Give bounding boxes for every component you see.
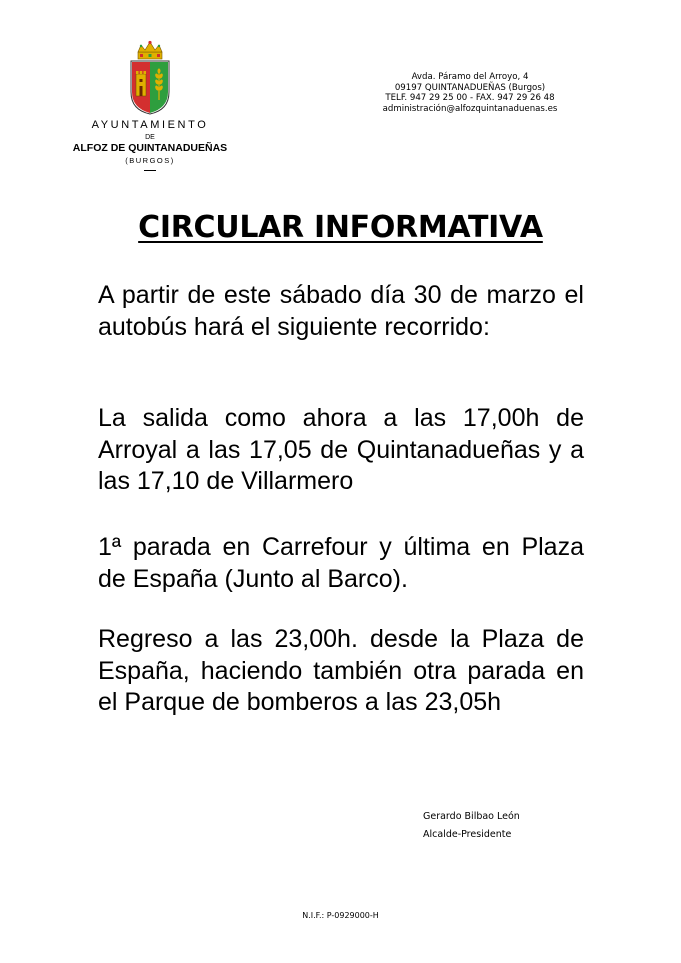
address-street: Avda. Páramo del Arroyo, 4 <box>411 72 529 82</box>
org-name-line4: (BURGOS) <box>125 156 175 165</box>
org-name-line2: DE <box>145 134 155 141</box>
org-name-line3: ALFOZ DE QUINTANADUEÑAS <box>72 142 228 154</box>
paragraph-schedule-intro: A partir de este sábado día 30 de marzo el autobús hará el siguiente recorrido: <box>98 281 584 341</box>
signature-role: Alcalde-Presidente <box>423 829 512 840</box>
tax-id: N.I.F.: P-0929000-H <box>302 911 379 920</box>
paragraph-return: Regreso a las 23,00h. desde la Plaza de España, haciendo también otra parada en el Parque de bomberos a las 23,05h <box>98 625 584 716</box>
letterhead-divider <box>144 170 156 171</box>
address-block <box>360 72 580 114</box>
paragraph-departure-times: La salida como ahora a las 17,00h de Arroyal a las 17,05 de Quintanadueñas y a las 17,10 de Villarmero <box>98 404 584 495</box>
signature-block <box>423 808 520 844</box>
address-email: administración@alfozquintanaduenas.es <box>382 103 558 114</box>
signature-name: Gerardo Bilbao León <box>423 811 520 822</box>
address-phone: TELF. 947 29 25 00 - FAX. 947 29 26 48 <box>385 93 555 103</box>
org-name-line1: AYUNTAMIENTO <box>91 119 209 131</box>
page-title: CIRCULAR INFORMATIVA <box>138 210 543 245</box>
paragraph-stops: 1ª parada en Carrefour y última en Plaza de España (Junto al Barco). <box>98 533 584 593</box>
letterhead <box>60 40 240 171</box>
address-city: 09197 QUINTANADUEÑAS (Burgos) <box>394 82 546 93</box>
coat-of-arms-icon <box>125 40 175 116</box>
